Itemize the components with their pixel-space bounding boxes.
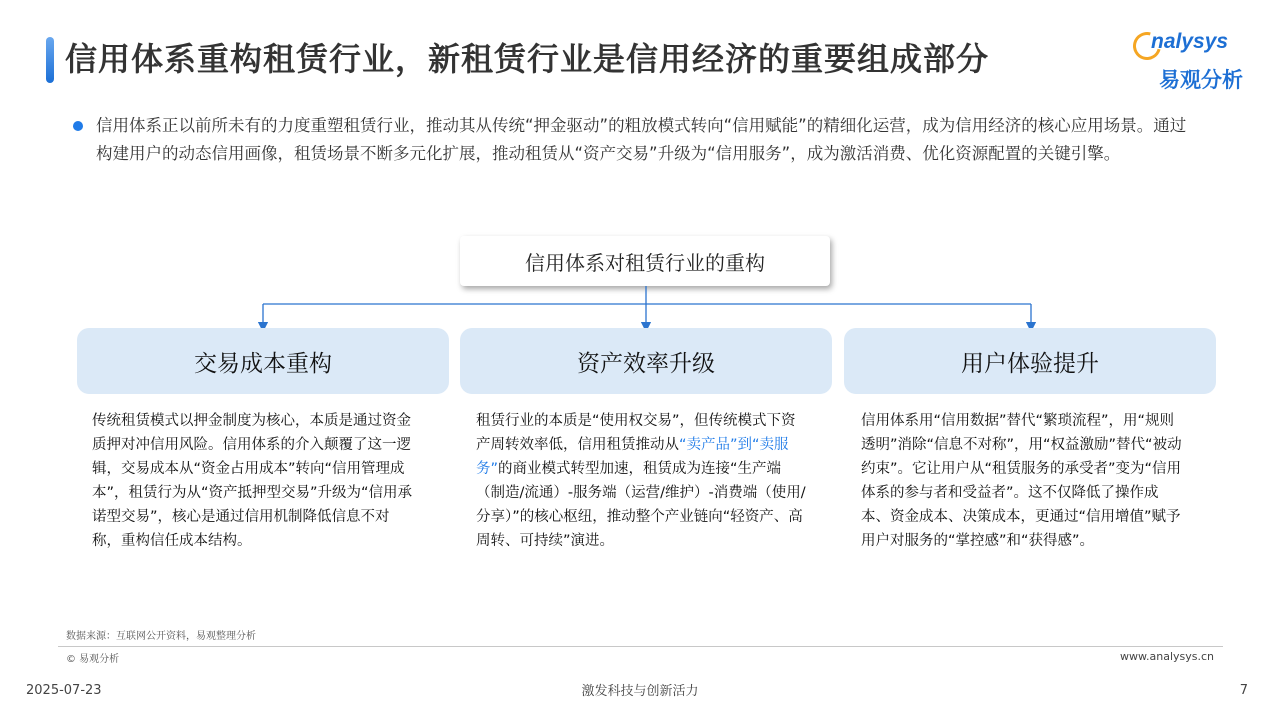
category-box-asset-efficiency — [460, 328, 832, 394]
description-text: 租赁行业的本质是“使用权交易”，但传统模式下资产周转效率低，信用租赁推动从 — [476, 413, 796, 453]
page-title: 信用体系重构租赁行业，新租赁行业是信用经济的重要组成部分 — [65, 40, 990, 78]
category-box-transaction-cost — [77, 328, 449, 394]
category-heading: 交易成本重构 — [194, 350, 332, 377]
description-text: 的商业模式转型加速，租赁成为连接“生产端（制造/流通）-服务端（运营/维护）-消费端（使用/分享）”的核心枢纽，推动整个产业链向“轻资产、高周转、可持续”演进。 — [476, 461, 806, 549]
description-highlight: “卖产品”到“卖服务” — [476, 437, 789, 477]
category-description-asset-efficiency — [476, 409, 809, 553]
footer-divider — [58, 646, 1223, 647]
page-number: 7 — [1239, 683, 1248, 698]
category-description-transaction-cost: 传统租赁模式以押金制度为核心，本质是通过资金质押对冲信用风险。信用体系的介入颠覆了这一逻辑，交易成本从“资金占用成本”转向“信用管理成本”，租赁行为从“资产抵押型交易”升级为“信用承诺型交易”，核心是通过信用机制降低信息不对称，重构信任成本结构。 — [92, 413, 413, 549]
category-description-user-experience: 信用体系用“信用数据”替代“繁琐流程”，用“规则透明”消除“信息不对称”，用“权益激励”替代“被动约束”。它让用户从“租赁服务的承受者”变为“信用体系的参与者和受益者”。这不仅降低了操作成本、资金成本、决策成本，更通过“信用增值”赋予用户对服务的“掌控感”和“获得感”。 — [861, 413, 1182, 549]
data-source-note: 数据来源：互联网公开资料，易观整理分析 — [66, 631, 256, 642]
diagram-root-label: 信用体系对租赁行业的重构 — [525, 250, 765, 275]
logo-text-en: nalysys — [1151, 30, 1229, 53]
copyright-text: © 易观分析 — [66, 654, 120, 665]
intro-paragraph: 信用体系正以前所未有的力度重塑租赁行业，推动其从传统“押金驱动”的粗放模式转向“信用赋能”的精细化运营，成为信用经济的核心应用场景。通过构建用户的动态信用画像，租赁场景不断多元化扩展，推动租赁从“资产交易”升级为“信用服务”，成为激活消费、优化资源配置的关键引擎。 — [96, 116, 1187, 163]
footer-slogan: 激发科技与创新活力 — [581, 684, 699, 699]
report-date: 2025-07-23 — [26, 683, 102, 698]
category-box-user-experience — [844, 328, 1216, 394]
logo-text-cn: 易观分析 — [1159, 68, 1243, 92]
category-heading: 用户体验提升 — [961, 350, 1099, 377]
category-heading: 资产效率升级 — [577, 350, 715, 377]
website-link[interactable]: www.analysys.cn — [1120, 650, 1214, 663]
